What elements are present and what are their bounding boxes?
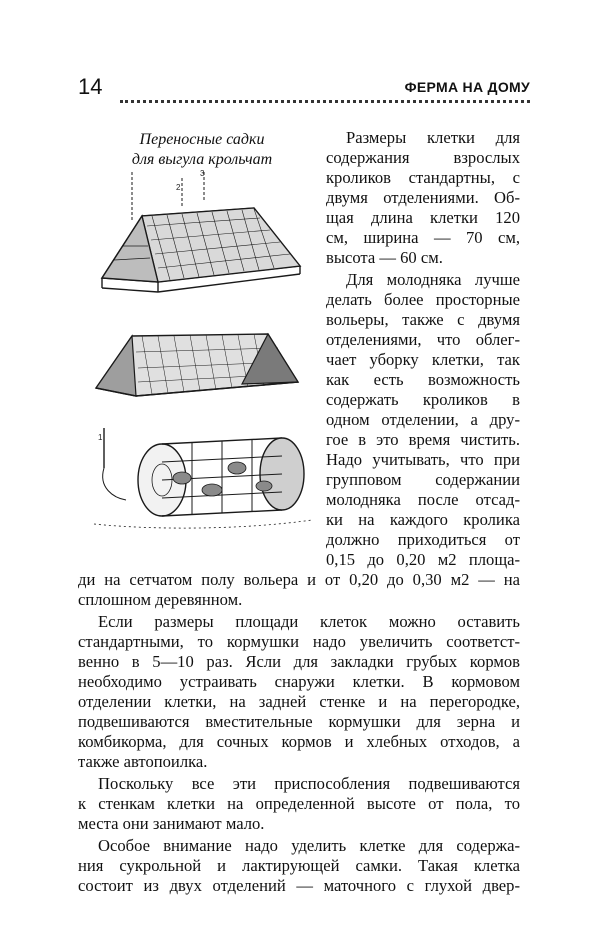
body-line-15: одном отделении, а дру- [326, 410, 520, 429]
body-line-36: Особое внимание надо уделить клетке для содержа- [98, 836, 520, 855]
triangular-hutch-drawing [92, 170, 314, 300]
body-line-3: кроликов стандартны, с [326, 168, 520, 187]
body-line-31: комбикорма, для сочных кормов и хлебных отходов, а [78, 732, 520, 751]
body-line-30: подвешиваются вместительные кормушки для зерна и [78, 712, 520, 731]
body-line-10: вольеры, также с двумя [326, 310, 520, 329]
body-line-29: отделении клетки, на задней стенке и на перегородке, [78, 692, 520, 711]
body-line-12: чает уборку клетки, так [326, 350, 520, 369]
illustration-low-aframe-hutch [92, 322, 314, 404]
page-number: 14 [78, 74, 103, 99]
body-line-35: места они занимают мало. [78, 814, 265, 833]
body-line-19: молодняка после отсад- [326, 490, 520, 509]
body-line-28: необходимо устраивать снаружи клетки. В кормовом [78, 672, 520, 691]
body-line-18: групповом содержании [326, 470, 520, 489]
body-line-21: должно приходиться от [326, 530, 520, 549]
body-line-7: высота — 60 см. [326, 248, 443, 267]
callout-label-3: 3 [200, 170, 205, 178]
body-line-16: гое в это время чистить. [326, 430, 520, 449]
callout-label-1: 1 [98, 433, 103, 442]
body-line-20: ки на каждого кролика [326, 510, 520, 529]
running-title: ФЕРМА НА ДОМУ [404, 79, 530, 95]
body-line-23: ди на сетчатом полу вольера и от 0,20 до 0,30 м2 — на [78, 570, 520, 589]
body-line-13: как есть возможность [326, 370, 520, 389]
figure-caption-line-1: Переносные садки [139, 131, 265, 148]
low-aframe-hutch-drawing [92, 322, 314, 404]
body-line-1: Размеры клетки для [346, 128, 520, 147]
illustration-triangular-hutch [92, 170, 314, 300]
body-line-4: двумя отделениями. Об- [326, 188, 520, 207]
body-line-34: к стенкам клетки на определенной высоте от пола, то [78, 794, 520, 813]
body-line-2: содержания взрослых [326, 148, 520, 167]
figure-caption-line-2: для выгула крольчат [131, 151, 273, 168]
body-line-17: Надо учитывать, что при [326, 450, 520, 469]
cylindrical-hutch-drawing [92, 428, 314, 538]
figure-caption [78, 130, 326, 170]
body-line-27: венно в 5—10 раз. Ясли для закладки грубых кормов [78, 652, 520, 671]
illustration-cylindrical-hutch [92, 428, 314, 538]
body-line-26: стандартными, то кормушки надо увеличить соответст- [78, 632, 520, 651]
body-line-33: Поскольку все эти приспособления подвешиваются [98, 774, 520, 793]
body-line-22: 0,15 до 0,20 м2 площа- [326, 550, 520, 569]
body-line-37: ния сукрольной и лактирующей самки. Такая клетка [78, 856, 520, 875]
header-dotted-rule [120, 100, 530, 103]
body-line-9: делать более просторные [326, 290, 520, 309]
body-line-8: Для молодняка лучше [346, 270, 520, 289]
body-line-38: состоит из двух отделений — маточного с глухой двер- [78, 876, 520, 895]
body-line-25: Если размеры площади клеток можно оставить [98, 612, 520, 631]
body-line-6: см, ширина — 70 см, [326, 228, 520, 247]
body-line-14: содержать кроликов в [326, 390, 520, 409]
body-line-11: отделениями, что облег- [326, 330, 520, 349]
callout-label-2: 2 [176, 183, 181, 192]
body-line-24: сплошном деревянном. [78, 590, 243, 609]
body-line-32: также автопоилка. [78, 752, 208, 771]
body-line-5: щая длина клетки 120 [326, 208, 520, 227]
